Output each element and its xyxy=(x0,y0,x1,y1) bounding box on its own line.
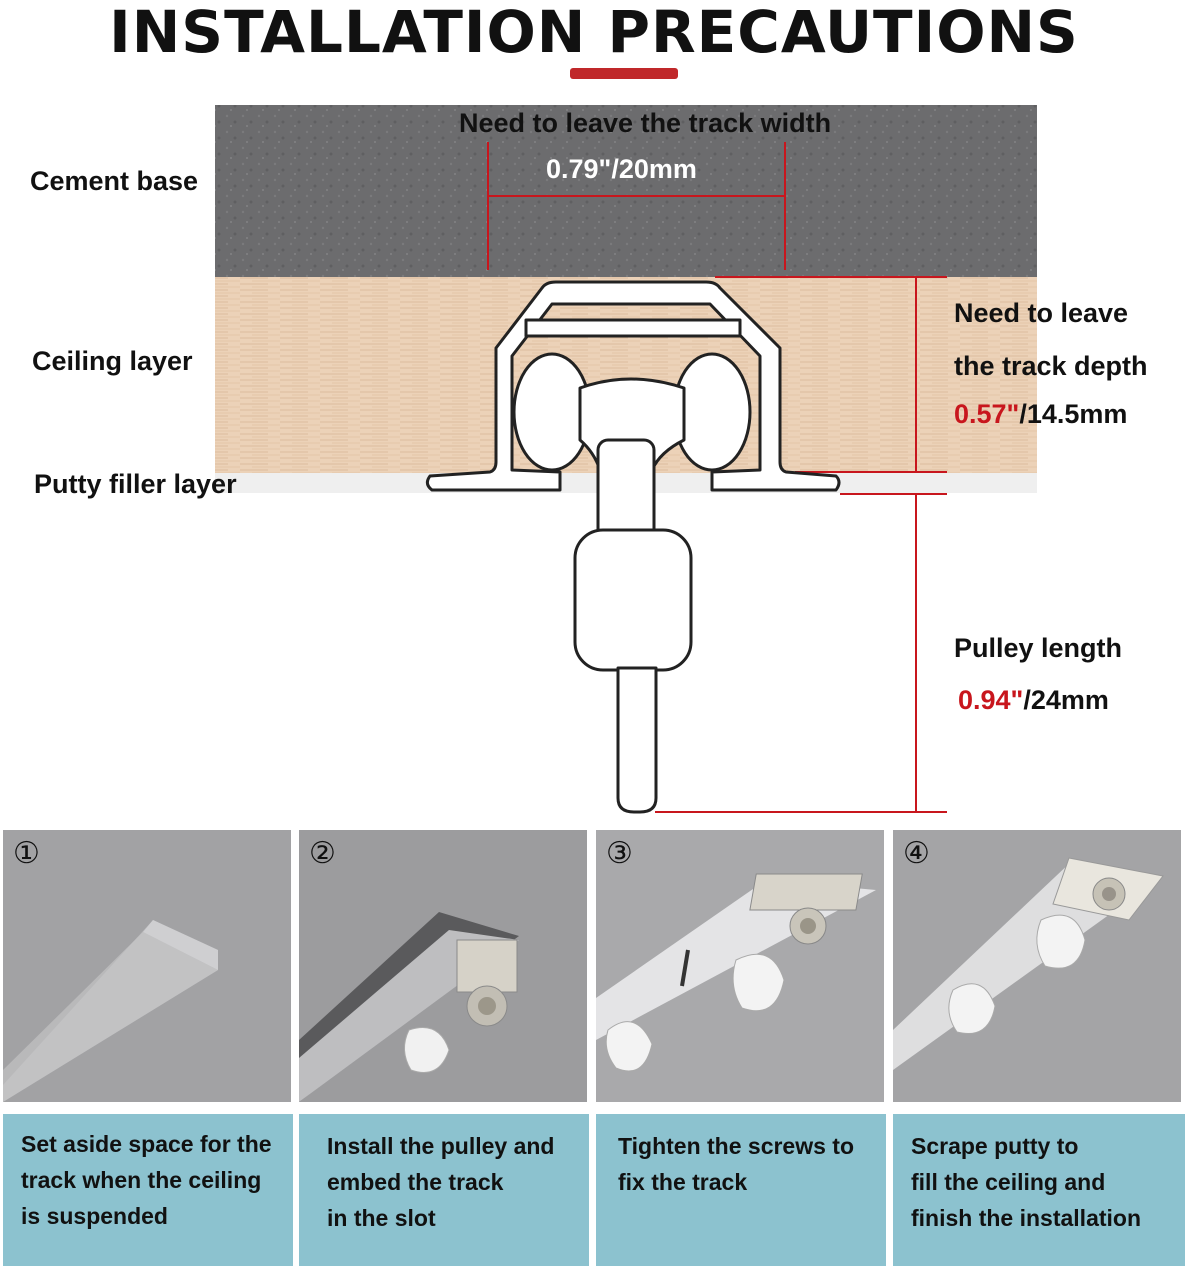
track-width-value: 0.79"/20mm xyxy=(546,154,697,184)
pulley-length-dimension xyxy=(655,494,947,812)
pulley-insert-illustration xyxy=(299,830,587,1102)
step-1-caption-line: Set aside space for the xyxy=(21,1131,272,1157)
step-4-image xyxy=(893,830,1181,1102)
step-3-caption xyxy=(596,1114,886,1266)
track-width-label: Need to leave the track width xyxy=(459,108,832,138)
step-1-image xyxy=(3,830,291,1102)
step-3-number: ③ xyxy=(606,836,633,871)
step-2-caption-line: in the slot xyxy=(327,1205,436,1231)
step-3-caption-line: fix the track xyxy=(618,1169,748,1195)
empty-slot-illustration xyxy=(3,830,291,1102)
track-depth-label-line2: the track depth xyxy=(954,351,1148,381)
putty-layer-label: Putty filler layer xyxy=(34,469,237,499)
step-4-caption-line: finish the installation xyxy=(911,1205,1142,1231)
step-2-number: ② xyxy=(309,836,336,871)
step-2-caption-line: embed the track xyxy=(327,1169,504,1195)
cement-base-label: Cement base xyxy=(30,166,199,196)
step-2-caption-line: Install the pulley and xyxy=(327,1133,555,1159)
step-4-caption-line: Scrape putty to xyxy=(911,1133,1079,1159)
ceiling-layer-label: Ceiling layer xyxy=(32,346,193,376)
page-title: INSTALLATION PRECAUTIONS xyxy=(109,0,1079,66)
screw-tighten-illustration xyxy=(596,830,884,1102)
step-4-caption xyxy=(893,1114,1185,1266)
step-3-image xyxy=(596,830,884,1102)
step-4-number: ④ xyxy=(903,836,930,871)
step-1-caption-line: is suspended xyxy=(21,1203,168,1229)
step-3-caption-line: Tighten the screws to xyxy=(618,1133,855,1159)
step-2-image xyxy=(299,830,587,1102)
pulley xyxy=(514,354,750,812)
track-depth-label-line1: Need to leave xyxy=(954,298,1129,328)
step-1-number: ① xyxy=(13,836,40,871)
step-1-caption xyxy=(3,1114,293,1266)
track-depth-value: 0.57"/14.5mm xyxy=(954,399,1128,429)
pulley-length-value: 0.94"/24mm xyxy=(958,685,1109,715)
pulley-length-label: Pulley length xyxy=(954,633,1123,663)
step-2-caption xyxy=(299,1114,589,1266)
finished-installation-illustration xyxy=(893,830,1181,1102)
step-1-caption-line: track when the ceiling xyxy=(21,1167,262,1193)
step-4-caption-line: fill the ceiling and xyxy=(911,1169,1106,1195)
